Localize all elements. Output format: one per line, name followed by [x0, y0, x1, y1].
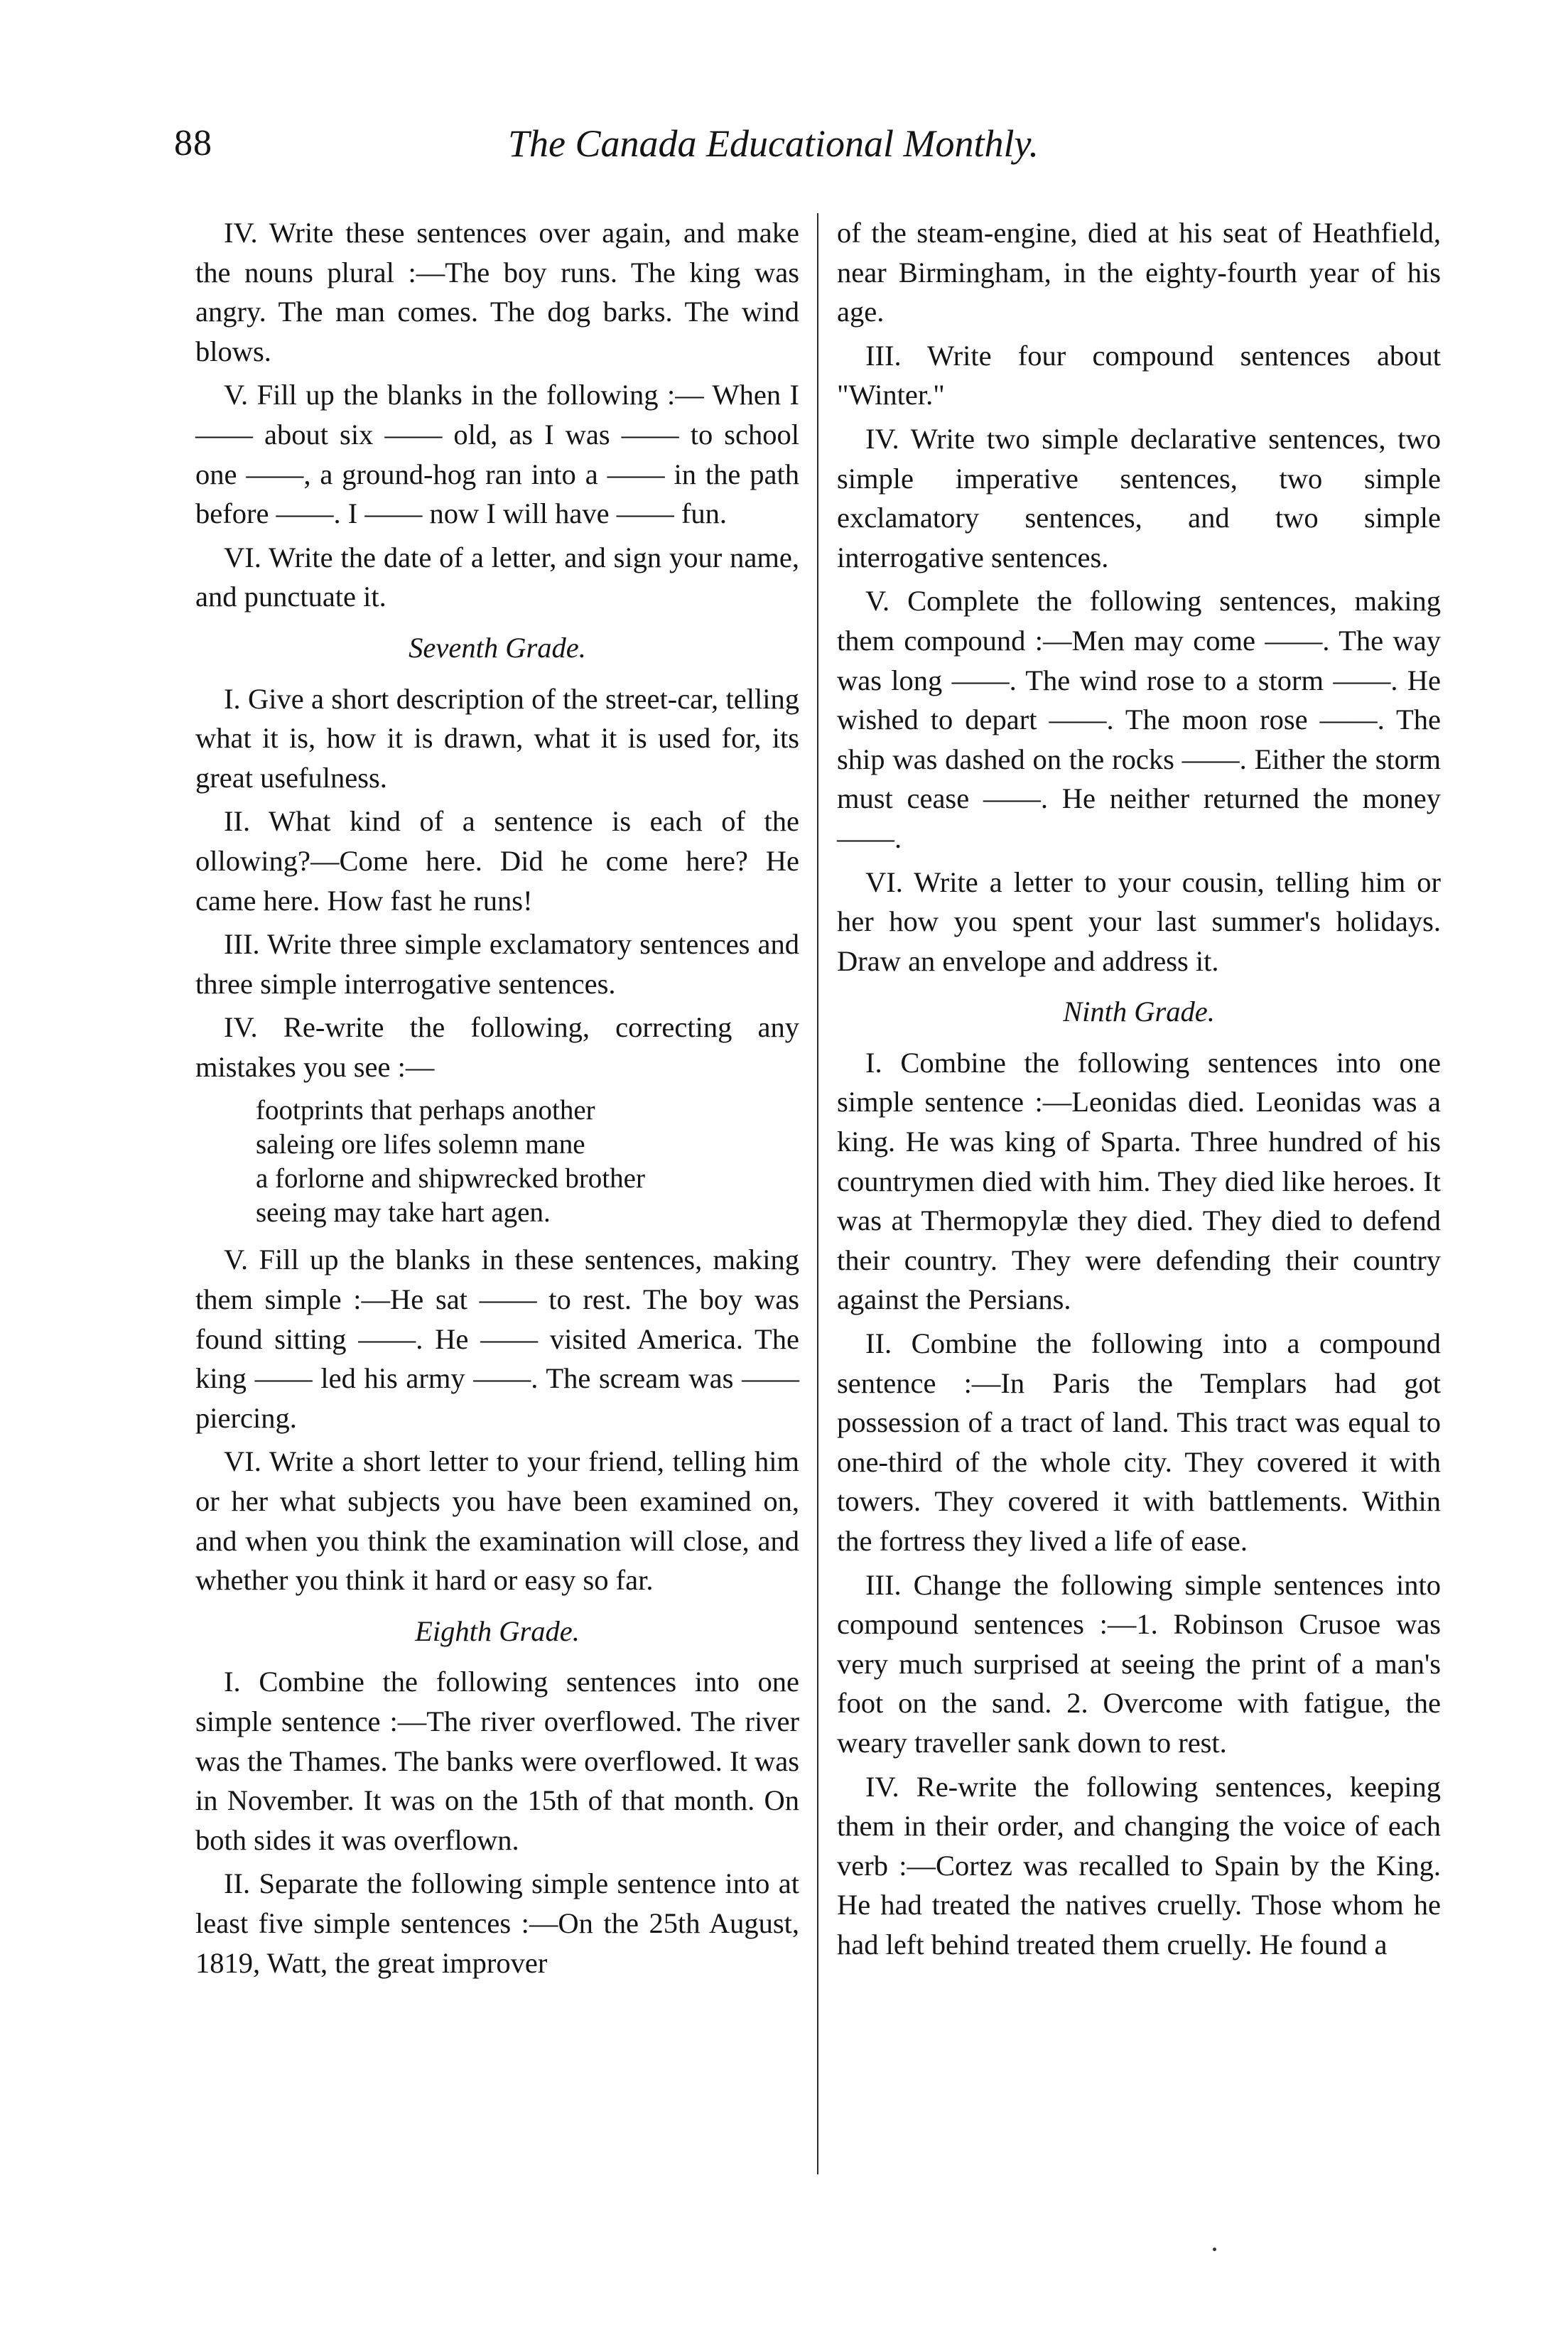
paragraph: II. Separate the following simple sentence into at least five simple sentences :—On the 25th August, 1819, Watt, the great improver — [195, 1867, 799, 1979]
paragraph: III. Write four compound sentences about "Winter." — [837, 339, 1441, 411]
paragraph: IV. Re-write the following, correcting any mistakes you see :— — [195, 1011, 799, 1083]
paragraph: VI. Write the date of a letter, and sign your name, and punctuate it. — [195, 541, 799, 613]
left-column — [195, 213, 799, 1987]
section-heading-ninth-grade: Ninth Grade. — [1063, 996, 1215, 1028]
paragraph: I. Give a short description of the street-car, telling what it is, how it is drawn, what it is used for, its great usefulness. — [195, 682, 799, 794]
paragraph: IV. Write two simple declarative sentences, two simple imperative sentences, two simple exclamatory sentences, and two simple interrogative sentences. — [837, 422, 1441, 573]
section-heading-eighth-grade: Eighth Grade. — [415, 1614, 580, 1647]
paragraph: V. Complete the following sentences, making them compound :—Men may come ——. The way was long ——. The wind rose to a storm ——. He wished to depart ——. The moon rose ——. The ship was dashed on the rocks ——. Either the storm must cease ——. He neither returned the money ——. — [837, 585, 1441, 854]
page-number: 88 — [174, 123, 212, 163]
paragraph: IV. Re-write the following sentences, keeping them in their order, and changing the voice of each verb :—Cortez was recalled to Spain by the King. He had treated the natives cruelly. Those whom he had left behind treated them cruelly. He found a — [837, 1770, 1441, 1960]
verse-line: saleing ore lifes solemn mane — [256, 1129, 585, 1160]
verse-line: footprints that perhaps another — [256, 1095, 595, 1126]
paragraph: I. Combine the following sentences into one simple sentence :—Leonidas died. Leonidas was a king. He was king of Sparta. Three hundred of his countrymen died with him. They died like heroes. It was at Thermopylæ they died. They died to defend their country. They were defending their country against the Persians. — [837, 1046, 1441, 1316]
paragraph: II. What kind of a sentence is each of the ollowing?—Come here. Did he come here? He came here. How fast he runs! — [195, 805, 799, 917]
running-title: The Canada Educational Monthly. — [508, 122, 1039, 165]
column-divider — [817, 213, 818, 2174]
verse-line: seeing may take hart agen. — [256, 1197, 551, 1229]
paragraph: V. Fill up the blanks in the following :— When I —— about six —— old, as I was —— to school one ——, a ground-hog ran into a —— in the path before ——. I —— now I will have —— fun. — [195, 379, 799, 530]
paragraph: III. Change the following simple sentences into compound sentences :—1. Robinson Crusoe was very much surprised at seeing the print of a man's foot on the sand. 2. Overcome with fatigue, the weary traveller sank down to rest. — [837, 1568, 1441, 1759]
paragraph: VI. Write a short letter to your friend, telling him or her what subjects you have been examined on, and when you think the examination will close, and whether you think it hard or easy so far. — [195, 1445, 799, 1597]
right-column — [837, 213, 1441, 1969]
paragraph: III. Write three simple exclamatory sentences and three simple interrogative sentences. — [195, 928, 799, 1000]
paragraph: II. Combine the following into a compound sentence :—In Paris the Templars had got possession of a tract of land. This tract was equal to one-third of the whole city. They covered it with towers. They covered it with battlements. Within the fortress they lived a life of ease. — [837, 1327, 1441, 1557]
paragraph: IV. Write these sentences over again, and make the nouns plural :—The boy runs. The king was angry. The man comes. The dog barks. The wind blows. — [195, 217, 799, 367]
paragraph: VI. Write a letter to your cousin, telling him or her how you spent your last summer's holidays. Draw an envelope and address it. — [837, 865, 1441, 977]
ink-speck — [1213, 2248, 1216, 2251]
paragraph: I. Combine the following sentences into one simple sentence :—The river overflowed. The river was the Thames. The banks were overflowed. It was in November. It was on the 15th of that month. On both sides it was overflown. — [195, 1666, 799, 1856]
paragraph: of the steam-engine, died at his seat of Heathfield, near Birmingham, in the eighty-fourth year of his age. — [837, 217, 1441, 328]
paragraph: V. Fill up the blanks in these sentences, making them simple :—He sat —— to rest. The boy was found sitting ——. He —— visited America. The king —— led his army ——. The scream was —— piercing. — [195, 1244, 799, 1434]
verse-block — [256, 1094, 799, 1230]
section-heading-seventh-grade: Seventh Grade. — [409, 631, 586, 664]
verse-line: a forlorne and shipwrecked brother — [256, 1163, 645, 1194]
